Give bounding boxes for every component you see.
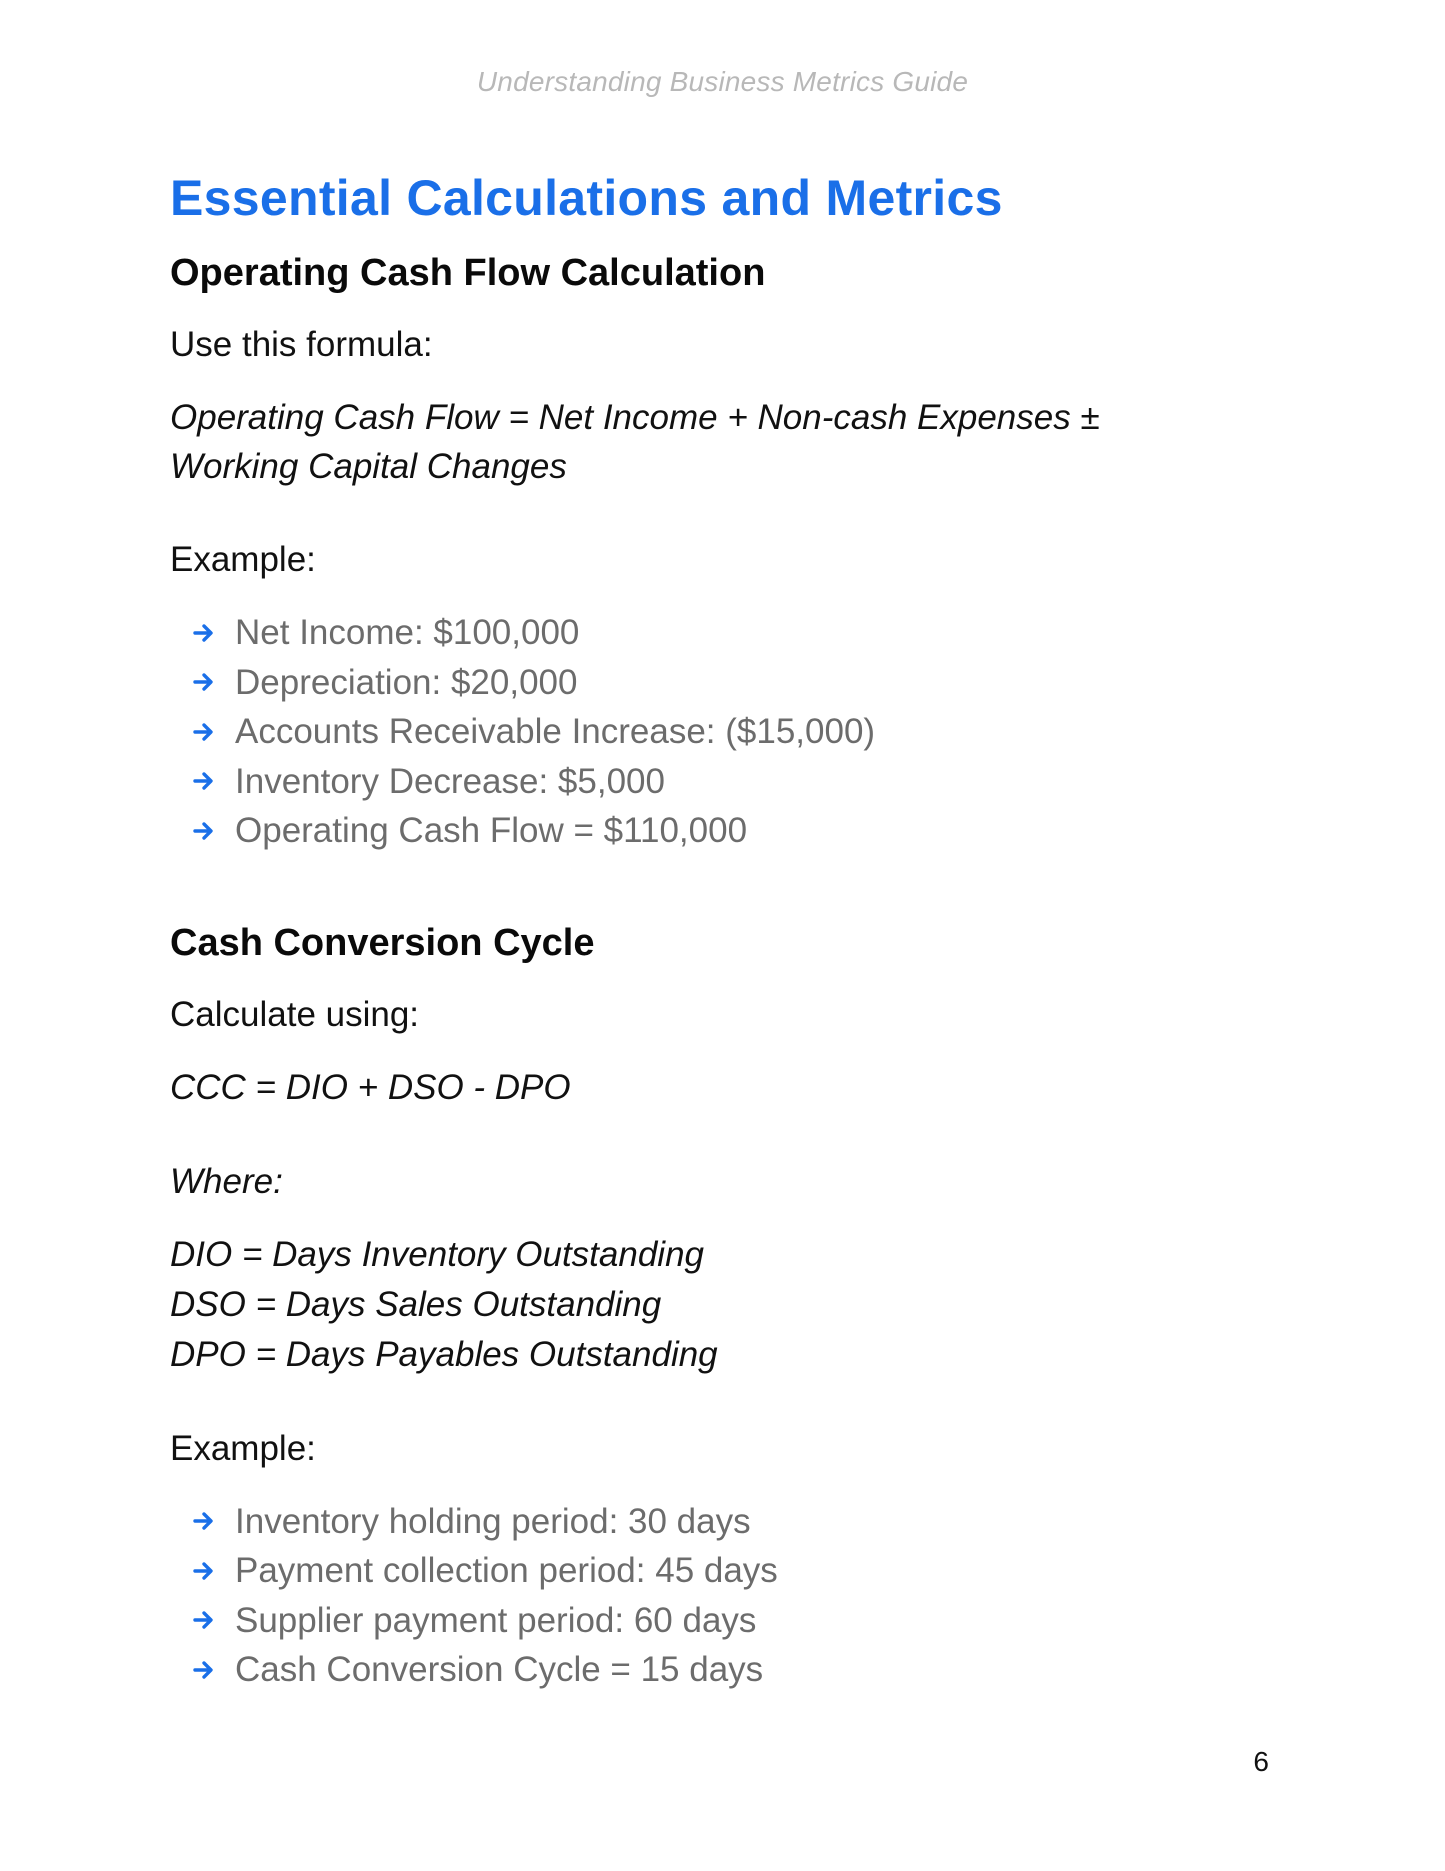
ccc-example-list	[170, 1497, 1270, 1695]
ccc-example-label: Example:	[170, 1428, 316, 1468]
ccc-lead-text: Calculate using:	[170, 994, 420, 1034]
definition-line: DPO = Days Payables Outstanding	[170, 1334, 718, 1374]
ocf-example-label: Example:	[170, 540, 316, 579]
ccc-definitions	[170, 1230, 1270, 1380]
list-item	[170, 757, 1270, 807]
list-item-text: Inventory Decrease: $5,000	[235, 761, 665, 801]
list-item-text: Inventory holding period: 30 days	[235, 1501, 751, 1541]
page-title: Essential Calculations and Metrics	[170, 170, 1003, 226]
list-item	[170, 1546, 1270, 1596]
right-arrow-icon	[192, 720, 216, 744]
list-item	[170, 658, 1270, 708]
right-arrow-icon	[192, 769, 216, 793]
list-item	[170, 707, 1270, 757]
ocf-example-list	[170, 608, 1270, 856]
right-arrow-icon	[192, 670, 216, 694]
ocf-formula-line: Working Capital Changes	[170, 447, 567, 486]
list-item	[170, 1645, 1270, 1695]
ccc-formula: CCC = DIO + DSO - DPO	[170, 1067, 571, 1107]
page-content	[170, 168, 1270, 1695]
list-item-text: Operating Cash Flow = $110,000	[235, 811, 748, 850]
right-arrow-icon	[192, 1559, 216, 1583]
list-item-text: Accounts Receivable Increase: ($15,000)	[235, 712, 876, 751]
running-header: Understanding Business Metrics Guide	[476, 66, 969, 97]
ocf-formula	[170, 393, 1270, 491]
list-item-text: Payment collection period: 45 days	[235, 1551, 778, 1590]
right-arrow-icon	[192, 1608, 216, 1632]
list-item	[170, 608, 1270, 658]
ocf-lead-text: Use this formula:	[170, 325, 433, 364]
list-item-text: Net Income: $100,000	[235, 613, 580, 652]
ocf-formula-line: Operating Cash Flow = Net Income + Non-cash Expenses ±	[170, 398, 1100, 437]
right-arrow-icon	[192, 1509, 216, 1533]
right-arrow-icon	[192, 621, 216, 645]
section-heading-cash-conversion-cycle: Cash Conversion Cycle	[170, 921, 595, 964]
right-arrow-icon	[192, 819, 216, 843]
section-heading-operating-cash-flow: Operating Cash Flow Calculation	[170, 252, 766, 294]
ccc-where-label: Where:	[170, 1161, 283, 1201]
list-item	[170, 806, 1270, 856]
page-number: 6	[1253, 1746, 1269, 1777]
list-item	[170, 1497, 1270, 1547]
definition-line: DIO = Days Inventory Outstanding	[170, 1234, 705, 1274]
list-item-text: Cash Conversion Cycle = 15 days	[235, 1650, 764, 1689]
right-arrow-icon	[192, 1658, 216, 1682]
list-item-text: Depreciation: $20,000	[235, 662, 578, 702]
list-item-text: Supplier payment period: 60 days	[235, 1600, 757, 1640]
list-item	[170, 1596, 1270, 1646]
definition-line: DSO = Days Sales Outstanding	[170, 1284, 662, 1324]
